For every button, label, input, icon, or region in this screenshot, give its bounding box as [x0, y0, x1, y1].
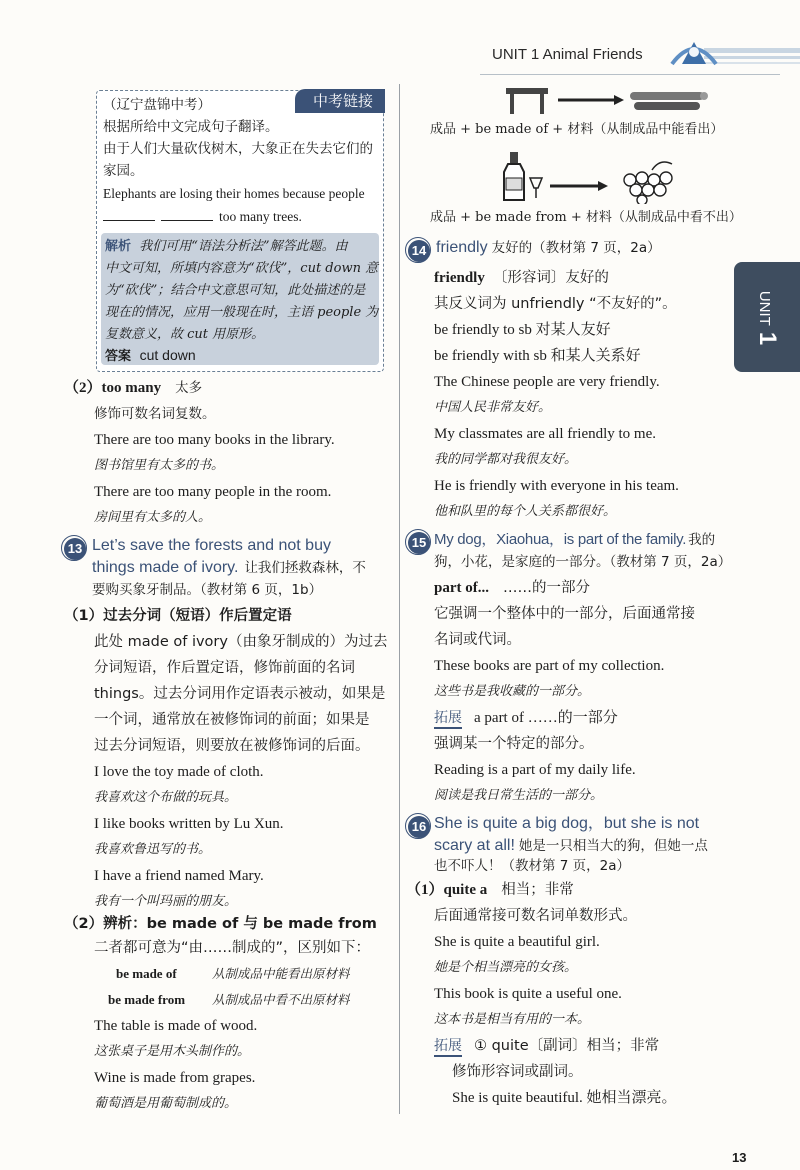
- comparison-desc: 从制成品中能看出原材料: [212, 966, 350, 981]
- item-heading-cn: 要购买象牙制品。（教材第 6 页，1b）: [92, 582, 323, 598]
- exam-chinese-line: 家园。: [103, 163, 144, 179]
- example-cn: 这本书是相当有用的一本。: [434, 1012, 591, 1027]
- header-rule: [480, 74, 780, 75]
- example-cn: 我喜欢这个布做的玩具。: [94, 790, 238, 805]
- page-number: 13: [732, 1150, 747, 1165]
- example-en: She is quite beautiful. 她相当漂亮。: [452, 1090, 677, 1106]
- example-en: These books are part of my collection.: [434, 658, 665, 674]
- example-cn: 他和队里的每个人关系都很好。: [434, 504, 617, 519]
- exam-link-badge: 中考链接: [295, 89, 385, 113]
- item-heading-cn: 狗，小花，是家庭的一部分。（教材第 7 页，2a）: [434, 554, 732, 570]
- explanation-line: 它强调一个整体中的一部分，后面通常接: [434, 606, 695, 622]
- example-cn: 葡萄酒是用葡萄制成的。: [94, 1096, 238, 1111]
- item-heading: My dog，Xiaohua，is part of the family. 我的: [434, 531, 716, 548]
- explanation-line: 后面通常接可数名词单数形式。: [434, 908, 637, 924]
- example-en: I like books written by Lu Xun.: [94, 816, 284, 832]
- example-en: I love the toy made of cloth.: [94, 764, 264, 780]
- extension-line: 拓展 a part of ……的一部分: [434, 708, 618, 728]
- example-cn: 这张桌子是用木头制作的。: [94, 1044, 251, 1059]
- definition-line: part of... ……的一部分: [434, 580, 590, 596]
- running-header: UNIT 1 Animal Friends: [492, 46, 643, 63]
- example-en: There are too many books in the library.: [94, 432, 335, 448]
- explanation-line: 名词或代词。: [434, 632, 521, 648]
- answer-line: 答案 cut down: [105, 347, 196, 364]
- example-cn: 中国人民非常友好。: [434, 400, 552, 415]
- analysis-line: 为“砍伐”；结合中文意思可知，此处描述的是: [105, 283, 366, 298]
- example-en: The table is made of wood.: [94, 1018, 258, 1034]
- example-en: The Chinese people are very friendly.: [434, 374, 660, 390]
- exam-english-blank-line: too many trees.: [103, 207, 302, 227]
- explanation-line: things。过去分词用作定语表示被动，如果是: [94, 686, 386, 702]
- comparison-term: be made of: [116, 966, 177, 981]
- analysis-panel: [101, 233, 379, 365]
- item-number-badge: 15: [408, 532, 430, 554]
- example-en: Reading is a part of my daily life.: [434, 762, 636, 778]
- phrase-line: be friendly to sb 对某人友好: [434, 322, 611, 338]
- illustration-caption: 成品 + be made from + 材料（从制成品中看不出）: [430, 210, 742, 225]
- section-title: （2）辨析：be made of 与 be made from: [64, 916, 377, 932]
- item-heading-en: Let’s save the forests and not buy: [92, 537, 331, 554]
- explanation-line: 其反义词为 unfriendly “不友好的”。: [434, 296, 677, 312]
- section-title: （1）quite a 相当；非常: [406, 882, 574, 898]
- item-heading-line: things made of ivory. 让我们拯救森林，不: [92, 559, 366, 576]
- example-en: Wine is made from grapes.: [94, 1070, 256, 1086]
- item-heading-en: She is quite a big dog，but she is not: [434, 815, 700, 832]
- phrase-line: be friendly with sb 和某人关系好: [434, 348, 641, 364]
- exam-english-line: Elephants are losing their homes because people: [103, 186, 365, 201]
- example-cn: 我的同学都对我很友好。: [434, 452, 578, 467]
- usage-note: 修饰可数名词复数。: [94, 406, 216, 422]
- item-heading-line: scary at all! 她是一只相当大的狗，但她一点: [434, 837, 708, 854]
- explanation-line: 过去分词短语，则要放在被修饰词的后面。: [94, 738, 370, 754]
- example-en: This book is quite a useful one.: [434, 986, 622, 1002]
- explanation-line: 分词短语，作后置定语，修饰前面的名词: [94, 660, 355, 676]
- illustration-caption: 成品 + be made of + 材料（从制成品中能看出）: [430, 122, 724, 137]
- comparison-term: be made from: [108, 992, 186, 1007]
- unit-tab-word: UNIT: [756, 290, 774, 326]
- section-title: （1）过去分词（短语）作后置定语: [64, 608, 292, 624]
- example-cn: 阅读是我日常生活的一部分。: [434, 788, 604, 803]
- exam-source: （辽宁盘锦中考）: [103, 97, 211, 113]
- exam-instruction: 根据所给中文完成句子翻译。: [103, 119, 279, 135]
- section-title: （2）too many 太多: [64, 380, 203, 396]
- analysis-line: 解析 我们可用“语法分析法”解答此题。由: [105, 239, 348, 254]
- wine-made-from-grapes-illustration: [502, 148, 712, 204]
- example-en: My classmates are all friendly to me.: [434, 426, 657, 442]
- unit-logo-icon: [664, 34, 800, 74]
- exam-link-box: [96, 90, 384, 372]
- explanation-line: 一个词，通常放在被修饰词的前面；如果是: [94, 712, 370, 728]
- answer-blank[interactable]: [103, 208, 155, 221]
- comparison-desc: 从制成品中看不出原材料: [212, 992, 350, 1007]
- example-en: I have a friend named Mary.: [94, 868, 264, 884]
- example-cn: 我喜欢鲁迅写的书。: [94, 842, 212, 857]
- definition-line: friendly 〔形容词〕友好的: [434, 270, 609, 286]
- example-en: He is friendly with everyone in his team.: [434, 478, 679, 494]
- explanation-line: 此处 made of ivory（由象牙制成的）为过去: [94, 634, 388, 650]
- item-heading-cn: 也不吓人！（教材第 7 页，2a）: [434, 858, 631, 874]
- explanation-line: 修饰形容词或副词。: [452, 1064, 583, 1080]
- example-cn: 房间里有太多的人。: [94, 510, 212, 525]
- example-cn: 图书馆里有太多的书。: [94, 458, 225, 473]
- example-en: She is quite a beautiful girl.: [434, 934, 600, 950]
- item-number-badge: 14: [408, 240, 430, 262]
- column-divider: [399, 84, 400, 1114]
- unit-tab-number: 1: [754, 331, 782, 346]
- analysis-line: 现在的情况，应用一般现在时，主语 people 为: [105, 305, 379, 320]
- example-cn: 我有一个叫玛丽的朋友。: [94, 894, 238, 909]
- analysis-line: 复数意义，故 cut 用原形。: [105, 327, 265, 342]
- explanation-line: 二者都可意为“由……制成的”，区别如下：: [94, 940, 371, 956]
- example-cn: 她是个相当漂亮的女孩。: [434, 960, 578, 975]
- example-en: There are too many people in the room.: [94, 484, 332, 500]
- explanation-line: 强调某一个特定的部分。: [434, 736, 594, 752]
- item-heading: friendly 友好的（教材第 7 页，2a）: [436, 239, 661, 256]
- extension-line: 拓展 ① quite〔副词〕相当；非常: [434, 1036, 659, 1056]
- exam-chinese-line: 由于人们大量砍伐树木，大象正在失去它们的: [103, 141, 373, 157]
- item-number-badge: 16: [408, 816, 430, 838]
- unit-side-tab: [734, 262, 800, 372]
- answer-blank[interactable]: [161, 208, 213, 221]
- item-number-badge: 13: [64, 538, 86, 560]
- table-made-of-wood-illustration: [502, 82, 712, 118]
- analysis-line: 中文可知，所填内容意为“砍伐”，cut down 意: [105, 261, 379, 276]
- example-cn: 这些书是我收藏的一部分。: [434, 684, 591, 699]
